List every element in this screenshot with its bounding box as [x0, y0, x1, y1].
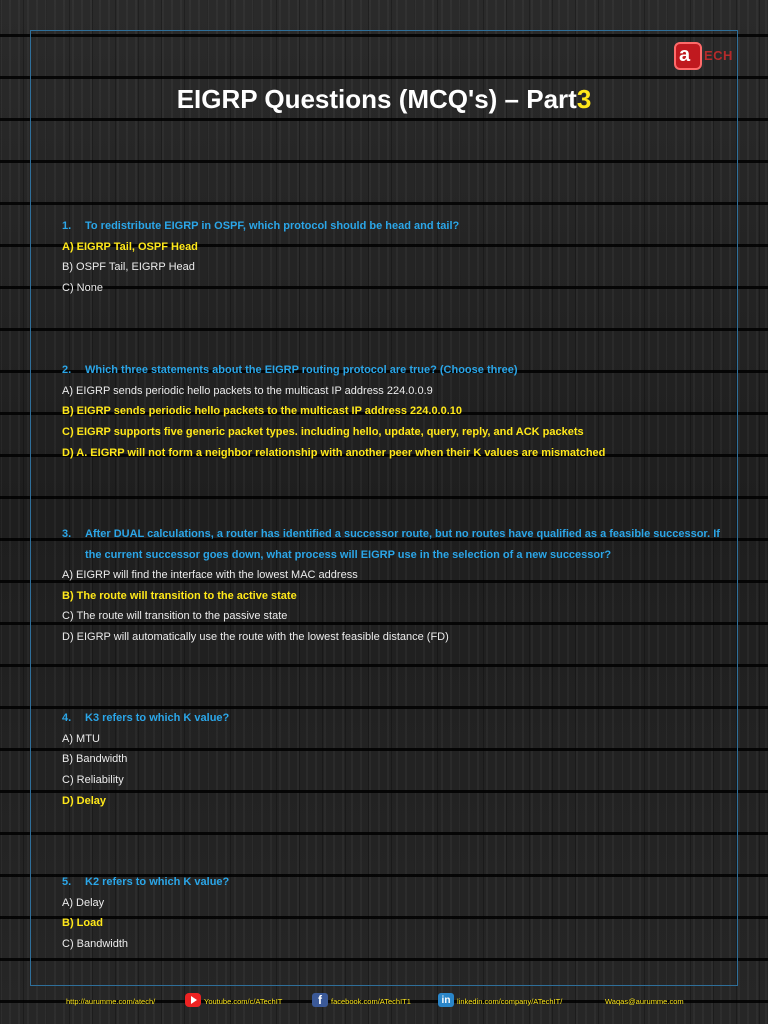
logo-text: ECH [704, 48, 733, 63]
linkedin-icon: in [438, 993, 454, 1007]
option-b: B) Bandwidth [62, 753, 128, 766]
title-part-number: 3 [576, 84, 592, 114]
question-5 [62, 872, 722, 955]
question-3 [62, 524, 722, 648]
question-2 [62, 360, 722, 463]
linkedin-link[interactable]: linkedin.com/company/ATechIT/ [457, 997, 563, 1006]
option-d-answer: D) A. EIGRP will not form a neighbor relationship with another peer when their K values are mismatched [62, 446, 606, 459]
question-number: 3. [62, 528, 72, 540]
logo-letter: a [679, 44, 691, 66]
facebook-icon: f [312, 993, 328, 1007]
page-border [30, 30, 738, 986]
option-c: C) None [62, 281, 103, 294]
option-b-answer: B) EIGRP sends periodic hello packets to the multicast IP address 224.0.0.10 [62, 405, 463, 418]
option-b-answer: B) The route will transition to the active state [62, 589, 297, 602]
page-title [0, 84, 768, 115]
option-d: D) EIGRP will automatically use the route with the lowest feasible distance (FD) [62, 631, 449, 644]
title-main: EIGRP Questions (MCQ's) – Part [176, 84, 577, 114]
option-c: C) Bandwidth [62, 937, 129, 950]
question-body: After DUAL calculations, a router has identified a successor route, but no routes have qualified as a feasible successor. If the current successor goes down, what process will EIGRP use in the selection of a new successor? [85, 528, 720, 561]
option-a: A) EIGRP sends periodic hello packets to the multicast IP address 224.0.0.9 [62, 384, 433, 397]
option-a: A) Delay [62, 896, 105, 909]
question-number: 2. [62, 364, 72, 376]
option-a: A) MTU [62, 732, 100, 745]
question-number: 4. [62, 712, 72, 724]
facebook-link[interactable]: facebook.com/ATechIT1 [331, 997, 411, 1006]
question-number: 1. [62, 220, 72, 232]
footer [0, 994, 768, 1014]
option-b-answer: B) Load [62, 917, 103, 930]
option-c: C) The route will transition to the passive state [62, 610, 288, 623]
question-text [62, 216, 722, 237]
question-body: K3 refers to which K value? [85, 712, 230, 724]
question-text [62, 872, 722, 893]
email-link[interactable]: Waqas@aurumme.com [605, 997, 684, 1006]
option-b: B) OSPF Tail, EIGRP Head [62, 261, 195, 274]
youtube-link[interactable]: Youtube.com/c/ATechIT [204, 997, 283, 1006]
question-4 [62, 708, 722, 811]
question-body: K2 refers to which K value? [85, 876, 230, 888]
option-d-answer: D) Delay [62, 794, 107, 807]
question-body: Which three statements about the EIGRP routing protocol are true? (Choose three) [85, 364, 518, 376]
option-c: C) Reliability [62, 773, 124, 786]
question-text [62, 524, 722, 565]
question-text [62, 360, 722, 381]
youtube-icon [185, 993, 201, 1007]
question-1 [62, 216, 722, 299]
question-body: To redistribute EIGRP in OSPF, which protocol should be head and tail? [85, 220, 460, 232]
website-link[interactable]: http://aurumme.com/atech/ [66, 997, 156, 1006]
question-text [62, 708, 722, 729]
atech-logo [674, 42, 733, 72]
question-number: 5. [62, 876, 72, 888]
option-c-answer: C) EIGRP supports five generic packet types. including hello, update, query, reply, and ACK packets [62, 425, 584, 438]
option-a: A) EIGRP will find the interface with the lowest MAC address [62, 569, 358, 581]
option-a-answer: A) EIGRP Tail, OSPF Head [62, 240, 198, 253]
